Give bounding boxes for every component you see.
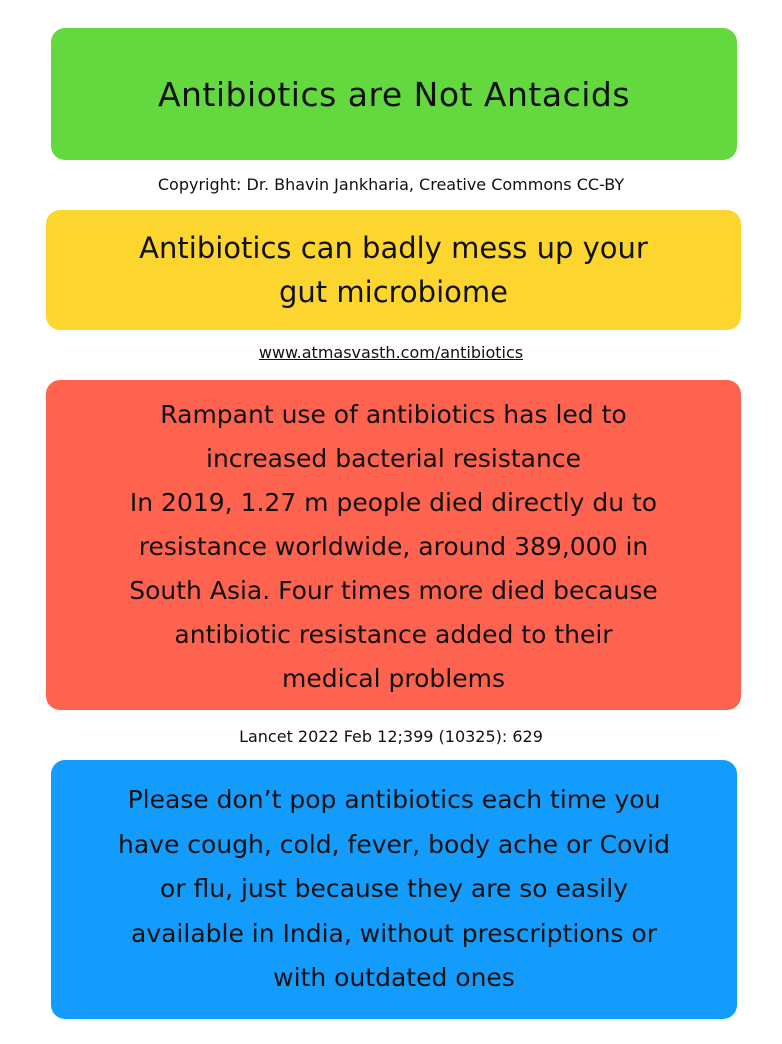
resistance-banner xyxy=(46,380,741,710)
copyright-notice: Copyright: Dr. Bhavin Jankharia, Creative Commons CC-BY xyxy=(157,175,625,194)
resistance-line: resistance worldwide, around 389,000 in xyxy=(138,532,649,561)
title-banner xyxy=(51,28,737,160)
advice-line: available in India, without prescriptions or xyxy=(131,918,657,948)
microbiome-line: Antibiotics can badly mess up your xyxy=(139,231,648,265)
website-link-text[interactable]: www.atmasvasth.com/antibiotics xyxy=(258,343,524,362)
advice-line: have cough, cold, fever, body ache or Covid xyxy=(118,829,670,859)
title-text: Antibiotics are Not Antacids xyxy=(157,74,631,114)
advice-line: with outdated ones xyxy=(273,963,515,993)
website-link[interactable] xyxy=(0,343,782,362)
advice-banner xyxy=(51,760,737,1019)
microbiome-line: gut microbiome xyxy=(279,275,508,309)
advice-line: or flu, just because they are so easily xyxy=(160,874,628,904)
resistance-line: South Asia. Four times more died because xyxy=(129,576,658,605)
citation-text: Lancet 2022 Feb 12;399 (10325): 629 xyxy=(239,727,543,746)
microbiome-banner xyxy=(46,210,741,330)
resistance-line: In 2019, 1.27 m people died directly du to xyxy=(129,488,658,517)
resistance-line: medical problems xyxy=(282,664,505,693)
advice-line: Please don’t pop antibiotics each time you xyxy=(127,785,661,815)
resistance-line: Rampant use of antibiotics has led to xyxy=(160,400,627,429)
resistance-line: increased bacterial resistance xyxy=(206,444,581,473)
resistance-line: antibiotic resistance added to their xyxy=(174,620,613,649)
